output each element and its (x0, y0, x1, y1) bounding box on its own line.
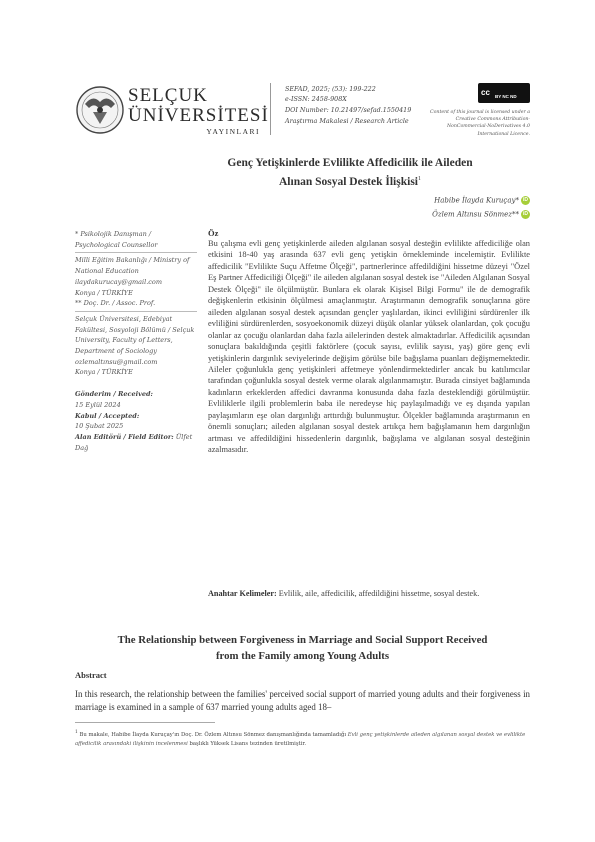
keywords-tr (208, 588, 530, 600)
article-type: Araştırma Makalesi / Research Article (285, 117, 409, 125)
author-2-title: ** Doç. Dr. / Assoc. Prof. (75, 299, 156, 308)
orcid-icon[interactable]: iD (523, 211, 528, 217)
received-label: Gönderim / Received: (75, 390, 153, 399)
journal-meta (285, 83, 425, 126)
accepted-label: Kabul / Accepted: (75, 411, 140, 420)
author-1-affiliation: Milli Eğitim Bakanlığı / Ministry of National Education (75, 256, 190, 276)
title-english-line2: from the Family among Young Adults (215, 650, 390, 662)
author-info-sidebar (75, 229, 197, 453)
keywords-label: Anahtar Kelimeler: (208, 589, 277, 598)
author-2-email[interactable]: ozlemaltınsu@gmail.com (75, 357, 158, 366)
editor-name: Ülfet Dağ (75, 432, 193, 452)
title-turkish (160, 155, 540, 190)
license-note: Content of this journal is licensed under a Creative Commons Attribution-NonCommercial-NoDerivatives 4.0 International Licence. (430, 110, 530, 137)
author-1-title: * Psikolojik Danışman / Psychological Counsellor (75, 230, 158, 249)
orcid-icon[interactable]: iD (523, 197, 528, 203)
title-turkish-line1: Genç Yetişkinlerde Evlilikte Affedicilik ile Aileden (227, 157, 473, 169)
title-turkish-line2: Alınan Sosyal Destek İlişkisi (279, 175, 418, 188)
university-name-line3: YAYINLARI (206, 127, 260, 136)
journal-ref: SEFAD, 2025; (53): 199-222 (285, 85, 376, 93)
author-1-email[interactable]: ilaydakurucay@gmail.com (75, 277, 162, 286)
oz-heading: Öz (208, 228, 219, 238)
cc-icons-text: BY NC ND (495, 94, 517, 99)
author-2-location: Konya / TÜRKİYE (75, 368, 133, 377)
footnote-rule (75, 722, 215, 723)
accepted-date: 10 Şubat 2025 (75, 422, 124, 431)
eissn: e-ISSN: 2458-908X (285, 95, 347, 103)
author-2 (432, 210, 530, 219)
title-footnote-marker[interactable]: 1 (418, 176, 421, 182)
title-english (75, 632, 530, 664)
footnote-marker: 1 (75, 730, 78, 735)
abstract-heading: Abstract (75, 670, 107, 680)
editor-label: Alan Editörü / Field Editor: (75, 432, 174, 441)
author-1 (434, 196, 530, 205)
author-2-name: Özlem Altınsu Sönmez** (432, 210, 519, 219)
author-2-affiliation: Selçuk Üniversitesi, Edebiyat Fakültesi, Sosyoloji Bölümü / Selçuk University, Faculty of Letters, Department of Sociology (75, 314, 195, 356)
footnote-thesis-title: Evli genç yetişkinlerde aileden algılanan sosyal destek ve evlilikte affedicilik arasındaki ilişkinin incelenmesi (75, 731, 526, 748)
doi[interactable]: DOI Number: 10.21497/sefad.1550419 (285, 106, 412, 114)
title-english-line1: The Relationship between Forgiveness in Marriage and Social Support Received (117, 634, 488, 646)
cc-license-badge[interactable] (478, 83, 530, 103)
header-divider (270, 83, 271, 135)
footnote-text-a: Bu makale, Habibe İlayda Kuruçay'ın Doç. Dr. Özlem Altınsu Sönmez danışmanlığında tamamladığı (79, 731, 347, 738)
university-wordmark (128, 86, 268, 136)
university-name-line1: SELÇUK (128, 85, 208, 106)
received-date: 15 Eylül 2024 (75, 400, 121, 409)
footnote (75, 728, 530, 750)
university-seal-logo (75, 84, 125, 136)
university-name-line2: ÜNİVERSİTESİ (128, 105, 269, 126)
abstract-body: In this research, the relationship between the families' perceived social support of married young adults and their forgiveness in marriage is examined in a sample of 637 married young adults aged 18– (75, 689, 530, 712)
cc-logo-text: cc (481, 88, 490, 97)
author-1-location: Konya / TÜRKİYE (75, 288, 133, 297)
keywords-text: Evlilik, aile, affedicilik, affedildiğini hissetme, sosyal destek. (278, 589, 480, 598)
oz-body: Bu çalışma evli genç yetişkinlerde aileden algılanan sosyal desteğin evlilikte affediciliğe olan etkisini 18-40 yaş arasında 637 evli genç yetişkin örnekleminde incelemiştir. Evlilikte affedicilik "Evlilikte Suçu Affetme Ölçeği", partnerlerince affedildiğini hissetme düzeyi "Özel Eş Partner Affediciliği Ölçeği" ile aileden algılanan sosyal destek ise "Aileden Algılanan Sosyal Destek Ölçeği" ile ölçülmüştür. Bunlara ek olarak Kişisel Bilgi Formu" ile de demografik değişkenlerin etkisinin ölçülmesi amaçlanmıştır. Araştırmanın demografik sonuçlarına göre aileden algılanan sosyal destek açısından gençler yaşlılardan, ikinci evliliğini sürdürenler ilk evliliğini sürdürenlerden, sosyoekonomik düzeyi düşük olanlar yüksek olanlardan, çok çocuğu olanlar az çocuğu olanlardan daha fazla ailelerinden destek almaktadırlar. Affedicilik açısından sonuçlara bakıldığında çeşitli faktörlere (çocuk sayısı, evlilik sayısı, yaş) göre genç evli yetişkinlerin dargınlık seviyelerinde değişim görülse bile bağışlama puanları değişmemektedir. Aileler çoğunlukla genç yetişkinleri affetmeye yönlendirmektedirler ancak bu katılımcılar tarafından çoğunlukla sosyal destek verme olarak algılanmamıştır. Burada cinsiyet bağlamında kadınların erkeklerden affedici davranma konusunda daha fazla desteklendiği görülmüştür. Evliliklerle ilgili problemlerin baba ile neredeyse hiç paylaşılmadığı ve eş dışında yapılan paylaşımların eşe olan dargınlığı arttırdığı bulunmuştur. Ölçekler bağlamında araştırmanın en önemli sonuçları; aileden algılanan sosyal destek artıkça hem bağışlamanın hem dargınlığın artması ve affedildiğini hissedenlerin dargınlık, bağışlama ve algılanan sosyal desteğinin azalmasıdır. (208, 239, 530, 455)
author-1-name: Habibe İlayda Kuruçay* (434, 196, 519, 205)
footnote-text-b: başlıklı Yüksek Lisans tezinden üretilmiştir. (189, 741, 307, 748)
